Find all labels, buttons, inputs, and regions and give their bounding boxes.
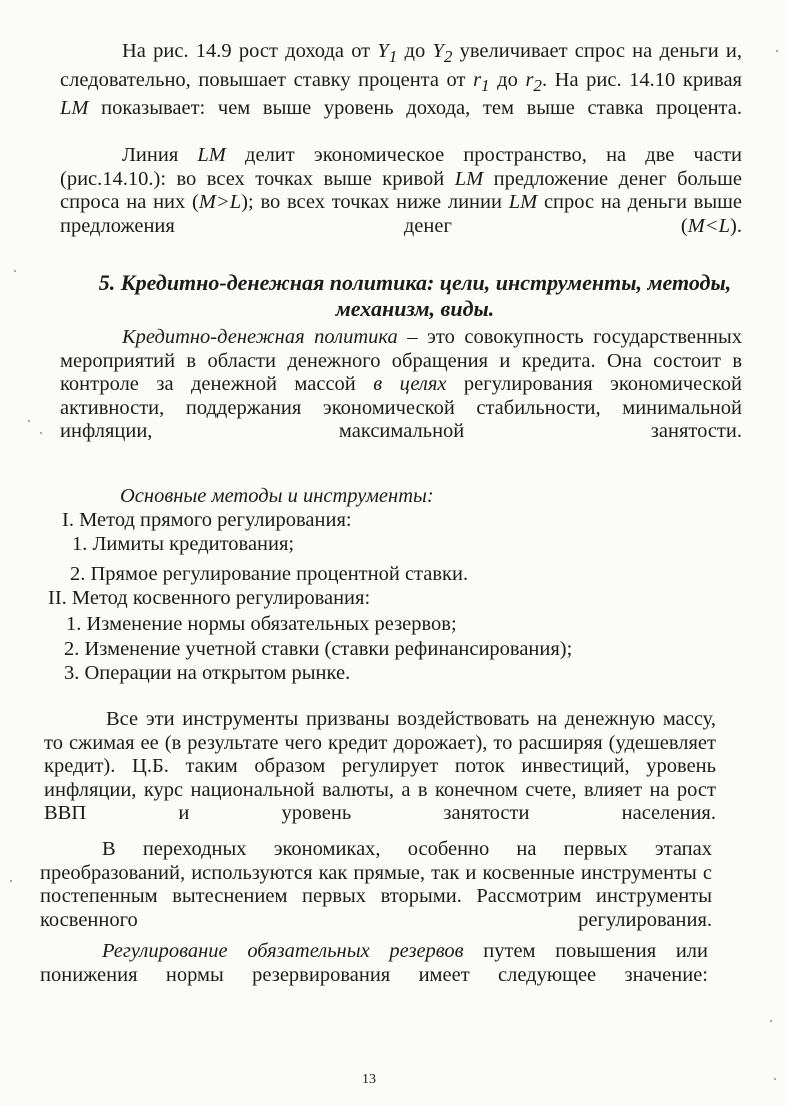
indirect-item-2: 2. Изменение учетной ставки (ставки рефинансирования); xyxy=(64,638,573,660)
paragraph-lm-line: Линия LM делит экономическое пространство, на две части (рис.14.10.): во всех точках выше кривой LM предложение денег больше спроса на них (M>L); во всех точках ниже линии LM спрос на деньги выше предложения денег (M<L). xyxy=(60,144,742,237)
direct-item-2: 2. Прямое регулирование процентной ставки. xyxy=(70,563,469,585)
paragraph-is-lm-income: На рис. 14.9 рост дохода от $Y_1$ до $Y_2$ увеличивает спрос на деньги и, следовательно, повышает ставку процента от $r_1$ до $r_2$. На рис. 14.10 кривая LM показывает: чем выше уровень дохода, тем выше ставка процента. xyxy=(60,40,742,120)
indirect-item-1: 1. Изменение нормы обязательных резервов; xyxy=(66,613,457,635)
section-heading-line-2: механизм, виды. xyxy=(335,296,495,321)
scan-speck xyxy=(776,50,778,52)
scan-speck xyxy=(774,1078,776,1080)
paragraph-reserve-regulation: Регулирование обязательных резервов путем повышения или понижения нормы резервирования имеет следующее значение: xyxy=(40,940,708,986)
section-heading xyxy=(70,270,760,322)
indirect-item-3: 3. Операции на открытом рынке. xyxy=(64,662,351,684)
scan-speck xyxy=(10,880,12,882)
methods-title: Основные методы и инструменты: xyxy=(120,485,434,507)
scan-speck xyxy=(28,420,30,422)
direct-item-1: 1. Лимиты кредитования; xyxy=(72,533,295,555)
scan-speck xyxy=(770,1020,772,1022)
paragraph-monetary-policy-definition: Кредитно-денежная политика – это совокупность государственных мероприятий в области денежного обращения и кредита. Она состоит в контроле за денежной массой в целях регулирования экономической активности, поддержания экономической стабильности, минимальной инфляции, максимальной занятости. xyxy=(60,326,742,442)
paragraph-transition-economies: В переходных экономиках, особенно на первых этапах преобразований, используются как прямые, так и косвенные инструменты с постепенным вытеснением первых вторыми. Рассмотрим инструменты косвенного регулирования. xyxy=(40,838,712,931)
paragraph-instruments-effect: Все эти инструменты призваны воздействовать на денежную массу, то сжимая ее (в результате чего кредит дорожает), то расширяя (удешевляет кредит). Ц.Б. таким образом регулирует поток инвестиций, уровень инфляции, курс национальной валюты, а в конечном счете, влияет на рост ВВП и уровень занятости населения. xyxy=(44,708,716,824)
direct-method-label: I. Метод прямого регулирования: xyxy=(62,509,352,531)
indirect-method-label: II. Метод косвенного регулирования: xyxy=(48,587,371,609)
section-heading-line-1: 5. Кредитно-денежная политика: цели, инструменты, методы, xyxy=(98,270,732,295)
scan-speck xyxy=(40,432,42,434)
scan-speck xyxy=(14,270,16,272)
page-number: 13 xyxy=(362,1072,376,1087)
